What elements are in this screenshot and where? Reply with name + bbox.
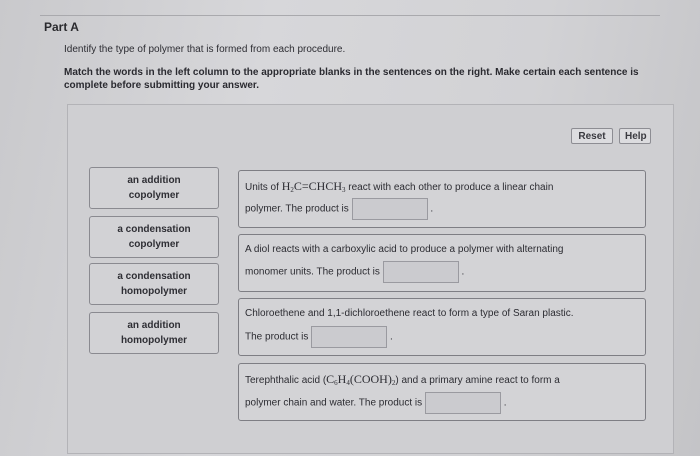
- answer-blank-3[interactable]: [311, 326, 387, 348]
- formula: $C_6H_4(COOH)_2$: [326, 372, 396, 387]
- option-line1: an addition: [127, 320, 181, 331]
- answer-blank-2[interactable]: [383, 261, 459, 283]
- match-instruction: Match the words in the left column to the appropriate blanks in the sentences on the right. Make certain each sentence is complete before submitting your answer.: [64, 67, 639, 91]
- option-line2: homopolymer: [120, 335, 188, 346]
- sentence-3: Chloroethene and 1,1-dichloroethene react to form a type of Saran plastic. The product is .: [238, 298, 646, 356]
- instruction: Identify the type of polymer that is formed from each procedure.: [64, 44, 346, 55]
- option-line1: a condensation: [117, 224, 191, 235]
- sentence-4: Terephthalic acid $(C_6H_4(COOH)_2)$ and a primary amine react to form a polymer chain and water. The product is .: [238, 363, 646, 421]
- option-line2: homopolymer: [120, 286, 188, 297]
- sentence-text: Terephthalic acid (: [245, 375, 327, 386]
- sentence-text: polymer. The product is: [245, 203, 349, 215]
- answer-blank-1[interactable]: [352, 198, 428, 220]
- formula: $H_2C=CHCH_3$: [281, 179, 346, 194]
- sentence-text: polymer chain and water. The product is: [245, 397, 423, 409]
- divider: [40, 15, 660, 16]
- option-condensation-copolymer[interactable]: [89, 216, 219, 258]
- sentence-text: Units of: [245, 182, 282, 193]
- sentence-2: A diol reacts with a carboxylic acid to produce a polymer with alternating monomer units. The product is .: [238, 234, 646, 292]
- option-line1: a condensation: [117, 271, 191, 282]
- option-addition-homopolymer[interactable]: [89, 312, 219, 354]
- sentence-text: A diol reacts with a carboxylic acid to produce a polymer with alternating: [245, 244, 564, 255]
- option-line2: copolymer: [128, 239, 180, 250]
- sentence-1: Units of $H_2C=CHCH_3$ react with each other to produce a linear chain polymer. The product is .: [238, 170, 646, 228]
- option-line1: an addition: [127, 175, 181, 186]
- sentence-text: monomer units. The product is: [245, 266, 380, 278]
- option-condensation-homopolymer[interactable]: [89, 263, 219, 305]
- answer-blank-4[interactable]: [425, 392, 501, 414]
- sentence-text: ) and a primary amine react to form a: [395, 375, 560, 386]
- sentence-text: Chloroethene and 1,1-dichloroethene react to form a type of Saran plastic.: [245, 308, 574, 319]
- reset-button[interactable]: Reset: [571, 128, 613, 144]
- sentence-text: react with each other to produce a linear chain: [345, 182, 554, 193]
- option-line2: copolymer: [128, 190, 180, 201]
- part-title: Part A: [44, 20, 79, 34]
- option-addition-copolymer[interactable]: [89, 167, 219, 209]
- help-button[interactable]: Help: [619, 128, 651, 144]
- sentence-text: The product is: [245, 331, 309, 343]
